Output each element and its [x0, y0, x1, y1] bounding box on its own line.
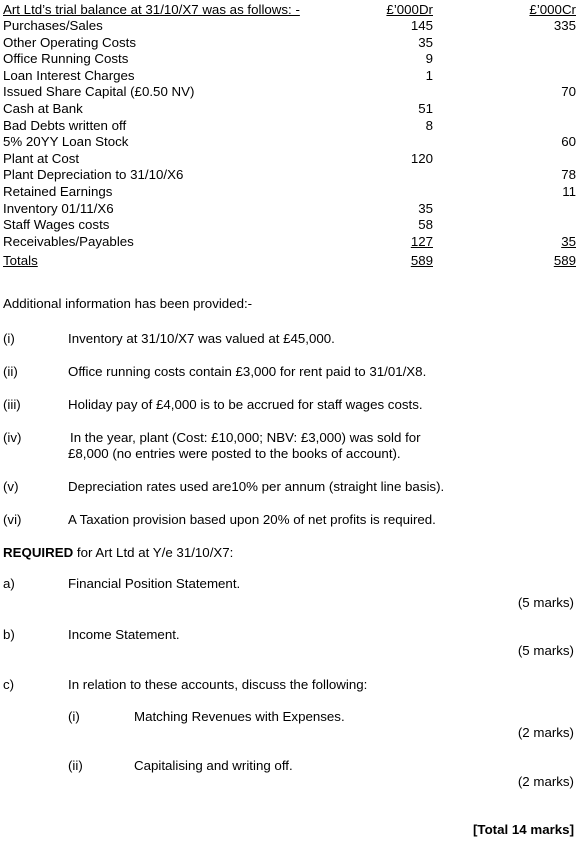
totals-label: Totals: [3, 253, 38, 268]
part-letter: b): [3, 627, 15, 642]
account-label: Purchases/Sales: [3, 18, 103, 33]
subpart-text: Capitalising and writing off.: [134, 758, 293, 773]
debit-value: 8: [425, 117, 433, 133]
account-label: Receivables/Payables: [3, 233, 134, 249]
item-text: Office running costs contain £3,000 for rent paid to 31/01/X8.: [68, 364, 427, 379]
debit-value: 145: [410, 18, 433, 33]
debit-value: 51: [418, 101, 433, 116]
debit-value: 35: [418, 34, 433, 50]
credit-value: 35: [561, 233, 576, 249]
trial-balance-row: [0, 18, 581, 35]
credit-value: 78: [561, 167, 576, 183]
account-label: Office Running Costs: [3, 51, 129, 67]
subpart-marks: (2 marks): [517, 774, 574, 789]
item-text-continued: £8,000 (no entries were posted to the books of account).: [68, 446, 401, 461]
trial-balance-table: [0, 18, 581, 258]
totals-dr: 589: [410, 253, 433, 268]
trial-balance-row: [0, 234, 581, 251]
debit-value: 120: [410, 150, 433, 166]
debit-value: 9: [425, 51, 433, 67]
item-number: (vi): [3, 512, 22, 527]
item-text: Inventory at 31/10/X7 was valued at £45,000.: [68, 331, 335, 346]
account-label: Loan Interest Charges: [3, 67, 135, 83]
trial-balance-row: [0, 51, 581, 68]
account-label: Cash at Bank: [3, 101, 83, 116]
credit-value: 11: [562, 184, 576, 199]
account-label: Issued Share Capital (£0.50 NV): [3, 84, 195, 100]
debit-value: 127: [410, 233, 433, 249]
item-number: (ii): [3, 364, 18, 379]
trial-balance-row: [0, 184, 581, 201]
trial-balance-row: [0, 167, 581, 184]
item-number: (iv): [3, 430, 22, 445]
item-text: In the year, plant (Cost: £10,000; NBV: £3,000) was sold for: [70, 430, 421, 445]
debit-value: 58: [418, 217, 433, 233]
debit-value: 1: [425, 67, 433, 83]
subpart-number: (ii): [68, 758, 83, 773]
total-marks: [Total 14 marks]: [473, 822, 574, 837]
trial-balance-row: [0, 151, 581, 168]
required-bold: REQUIRED: [3, 545, 74, 560]
required-rest: for Art Ltd at Y/e 31/10/X7:: [73, 545, 234, 560]
debit-value: 35: [418, 200, 433, 216]
trial-balance-row: [0, 201, 581, 218]
trial-balance-row: [0, 118, 581, 135]
trial-balance-row: [0, 217, 581, 234]
account-label: Staff Wages costs: [3, 217, 110, 233]
dr-column-header: £’000Dr: [386, 2, 433, 17]
additional-info-intro: Additional information has been provided:-: [3, 296, 253, 311]
account-label: Inventory 01/11/X6: [3, 200, 114, 216]
account-label: Other Operating Costs: [3, 34, 137, 50]
item-number: (i): [3, 331, 15, 346]
required-heading: [3, 545, 233, 561]
credit-value: 70: [561, 84, 576, 100]
subpart-text: Matching Revenues with Expenses.: [134, 709, 345, 724]
account-label: Bad Debts written off: [3, 117, 127, 133]
item-text: A Taxation provision based upon 20% of net profits is required.: [68, 512, 436, 527]
trial-balance-row: [0, 101, 581, 118]
trial-balance-row: [0, 84, 581, 101]
cr-column-header: £’000Cr: [529, 2, 576, 17]
trial-balance-row: [0, 68, 581, 85]
part-letter: a): [3, 576, 15, 591]
part-text: Financial Position Statement.: [68, 576, 241, 591]
item-number: (iii): [3, 397, 21, 412]
part-marks: (5 marks): [517, 595, 574, 610]
trial-balance-row: [0, 35, 581, 52]
subpart-number: (i): [68, 709, 80, 724]
item-text: Holiday pay of £4,000 is to be accrued for staff wages costs.: [68, 397, 423, 412]
credit-value: 60: [561, 134, 576, 150]
part-marks: (5 marks): [517, 643, 574, 658]
credit-value: 335: [553, 18, 576, 33]
trial-balance-title: Art Ltd’s trial balance at 31/10/X7 was as follows: -: [3, 2, 300, 17]
part-text: In relation to these accounts, discuss the following:: [68, 677, 368, 692]
part-letter: c): [3, 677, 15, 692]
item-text: Depreciation rates used are10% per annum (straight line basis).: [68, 479, 445, 494]
trial-balance-row: [0, 134, 581, 151]
account-label: Plant at Cost: [3, 150, 80, 166]
account-label: Retained Earnings: [3, 184, 113, 199]
totals-cr: 589: [553, 253, 576, 268]
account-label: 5% 20YY Loan Stock: [3, 134, 129, 150]
subpart-marks: (2 marks): [517, 725, 574, 740]
item-number: (v): [3, 479, 19, 494]
part-text: Income Statement.: [68, 627, 180, 642]
account-label: Plant Depreciation to 31/10/X6: [3, 167, 184, 183]
